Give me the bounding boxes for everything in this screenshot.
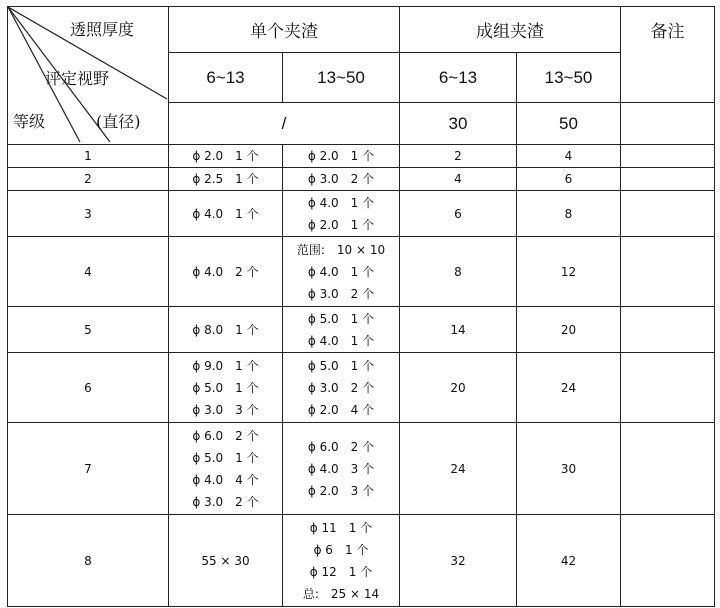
group-large-cell: 30 — [517, 423, 621, 515]
remarks-cell — [621, 423, 715, 515]
remarks-field-cell — [621, 103, 715, 145]
single-large-cell — [283, 353, 400, 423]
group-small-cell: 6 — [400, 191, 517, 237]
group-small-cell: 2 — [400, 145, 517, 168]
single-large-cell-line: ϕ 3.0 2 个 — [307, 286, 375, 301]
group-small-cell: 32 — [400, 515, 517, 607]
single-small-cell-line: ϕ 4.0 1 个 — [192, 206, 259, 221]
single-large-cell — [283, 191, 400, 237]
single-small-cell — [169, 237, 283, 307]
single-large-cell — [283, 168, 400, 191]
single-small-cell-line: ϕ 9.0 1 个 — [192, 358, 259, 373]
table-row — [8, 423, 715, 515]
thickness-label: 透照厚度 — [70, 20, 135, 39]
single-large-cell-line: ϕ 2.0 4 个 — [307, 402, 375, 417]
group-slag-header: 成组夹渣 — [400, 7, 621, 53]
table-row — [8, 145, 715, 168]
single-small-cell-line: ϕ 8.0 1 个 — [192, 322, 259, 337]
group-range-b: 13~50 — [517, 53, 621, 103]
single-large-cell — [283, 145, 400, 168]
group-small-cell: 20 — [400, 353, 517, 423]
grade-cell: 2 — [8, 168, 169, 191]
single-small-cell-line: ϕ 3.0 2 个 — [192, 494, 259, 509]
table-row — [8, 191, 715, 237]
single-range-b: 13~50 — [283, 53, 400, 103]
remarks-cell — [621, 307, 715, 353]
grade-cell: 5 — [8, 307, 169, 353]
group-large-cell: 4 — [517, 145, 621, 168]
table-row — [8, 307, 715, 353]
single-large-cell-line: ϕ 4.0 1 个 — [307, 333, 375, 348]
table-row — [8, 515, 715, 607]
single-large-cell — [283, 423, 400, 515]
grade-cell: 1 — [8, 145, 169, 168]
group-field-a: 30 — [400, 103, 517, 145]
single-field-value: / — [169, 103, 400, 145]
grade-cell: 8 — [8, 515, 169, 607]
single-small-cell-line: ϕ 2.5 1 个 — [192, 172, 259, 186]
remarks-cell — [621, 191, 715, 237]
group-large-cell: 24 — [517, 353, 621, 423]
group-small-cell: 14 — [400, 307, 517, 353]
grade-cell: 3 — [8, 191, 169, 237]
single-small-cell — [169, 515, 283, 607]
single-large-cell-line: ϕ 2.0 3 个 — [307, 483, 375, 498]
single-large-cell-line: ϕ 2.0 1 个 — [307, 149, 375, 163]
single-large-cell-line: 范围: 10 × 10 — [296, 242, 386, 257]
diameter-label: (直径) — [96, 112, 141, 131]
corner-header-cell — [8, 7, 169, 145]
group-large-cell: 42 — [517, 515, 621, 607]
group-large-cell: 12 — [517, 237, 621, 307]
single-small-cell-line: ϕ 5.0 1 个 — [192, 380, 259, 395]
single-large-cell-line: ϕ 4.0 1 个 — [307, 195, 375, 210]
grade-cell: 7 — [8, 423, 169, 515]
single-small-cell — [169, 423, 283, 515]
grade-cell: 4 — [8, 237, 169, 307]
single-large-cell-line: ϕ 4.0 3 个 — [307, 461, 375, 476]
group-range-a: 6~13 — [400, 53, 517, 103]
remarks-cell — [621, 237, 715, 307]
single-small-cell — [169, 307, 283, 353]
table-row — [8, 353, 715, 423]
single-small-cell-line: 55 × 30 — [201, 553, 250, 568]
single-large-cell-line: ϕ 6.0 2 个 — [307, 439, 375, 454]
single-small-cell-line: ϕ 4.0 4 个 — [192, 472, 259, 487]
table-row — [8, 168, 715, 191]
group-large-cell: 20 — [517, 307, 621, 353]
single-small-cell — [169, 191, 283, 237]
single-small-cell — [169, 353, 283, 423]
single-small-cell-line: ϕ 2.0 1 个 — [192, 149, 259, 163]
single-small-cell — [169, 168, 283, 191]
single-large-cell-line: ϕ 11 1 个 — [309, 520, 373, 535]
group-large-cell: 8 — [517, 191, 621, 237]
single-large-cell — [283, 307, 400, 353]
single-large-cell-line: ϕ 3.0 2 个 — [307, 172, 375, 186]
remarks-cell — [621, 168, 715, 191]
remarks-cell — [621, 515, 715, 607]
group-small-cell: 4 — [400, 168, 517, 191]
single-large-cell-line: ϕ 6 1 个 — [313, 542, 369, 557]
table-row — [8, 237, 715, 307]
slag-grading-table — [7, 6, 715, 607]
single-large-cell — [283, 515, 400, 607]
grade-cell: 6 — [8, 353, 169, 423]
single-small-cell-line: ϕ 6.0 2 个 — [192, 428, 259, 443]
group-large-cell: 6 — [517, 168, 621, 191]
single-small-cell-line: ϕ 4.0 2 个 — [192, 264, 259, 279]
single-slag-header: 单个夹渣 — [169, 7, 400, 53]
single-large-cell — [283, 237, 400, 307]
single-large-cell-line: ϕ 2.0 1 个 — [307, 217, 375, 232]
grade-label: 等级 — [13, 112, 46, 131]
remarks-header: 备注 — [621, 7, 715, 103]
single-large-cell-line: ϕ 3.0 2 个 — [307, 380, 375, 395]
single-range-a: 6~13 — [169, 53, 283, 103]
single-small-cell-line: ϕ 5.0 1 个 — [192, 450, 259, 465]
single-small-cell-line: ϕ 3.0 3 个 — [192, 402, 259, 417]
field-label: 评定视野 — [45, 69, 110, 88]
single-large-cell-line: ϕ 4.0 1 个 — [307, 264, 375, 279]
remarks-cell — [621, 353, 715, 423]
single-large-cell-line: ϕ 12 1 个 — [309, 564, 373, 579]
single-large-cell-line: ϕ 5.0 1 个 — [307, 311, 375, 326]
group-field-b: 50 — [517, 103, 621, 145]
single-large-cell-line: ϕ 5.0 1 个 — [307, 358, 375, 373]
single-small-cell — [169, 145, 283, 168]
remarks-cell — [621, 145, 715, 168]
group-small-cell: 8 — [400, 237, 517, 307]
single-large-cell-line: 总: 25 × 14 — [302, 586, 380, 601]
group-small-cell: 24 — [400, 423, 517, 515]
